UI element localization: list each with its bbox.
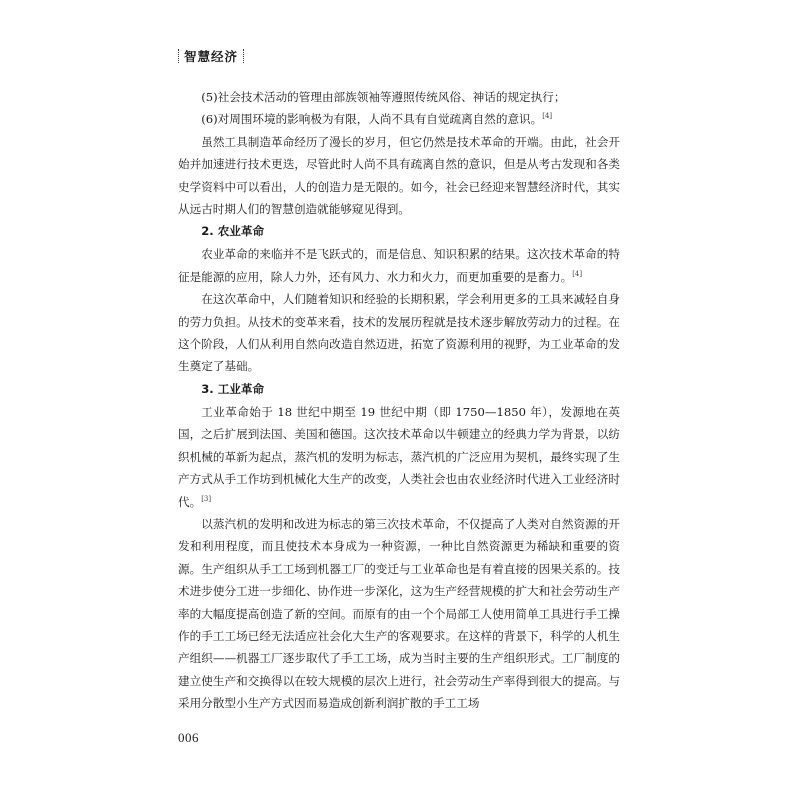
page-number: 006	[178, 730, 199, 745]
running-title: 智慧经济	[184, 49, 239, 64]
citation-ref: [3]	[201, 494, 212, 503]
paragraph-industrial-1: 工业革命始于 18 世纪中期至 19 世纪中期（即 1750—1850 年），发源地在英国，之后扩展到法国、美国和德国。这次技术革命以牛顿建立的经典力学为背景，以纺织机械的革新为起点，蒸汽机的发明为标志，蒸汽机的广泛应用为契机，最终实现了生产方式从手工作坊到机械化大生产的改变，人类社会也由农业经济时代进入工业经济时代。[3]	[178, 404, 620, 509]
citation-ref: [4]	[542, 112, 553, 121]
paragraph-agri-1: 农业革命的来临并不是飞跃式的，而是信息、知识积累的结果。这次技术革命的特征是能源的应用，除人力外，还有风力、水力和火力，而更加重要的是畜力。[4]	[178, 247, 620, 284]
paragraph-tool-revolution: 虽然工具制造革命经历了漫长的岁月，但它仍然是技术革命的开端。由此，社会开始并加速进行技术更迭，尽管此时人尚不具有疏离自然的意识，但是从考古发现和各类史学资料中可以看出，人的创造力是无限的。如今，社会已经迎来智慧经济时代，其实从远古时期人们的智慧创造就能够窥见得到。	[178, 134, 620, 217]
running-header	[178, 47, 244, 65]
section-heading-industrial-revolution: 3. 工业革命	[201, 381, 265, 396]
list-item-6: (6)对周围环境的影响极为有限，人尚不具有自觉疏离自然的意识。[4]	[201, 112, 553, 127]
section-heading-agricultural-revolution: 2. 农业革命	[201, 224, 265, 239]
citation-ref: [4]	[572, 269, 583, 278]
list-item-5: (5)社会技术活动的管理由部族领袖等遵照传统风俗、神话的规定执行；	[201, 90, 566, 104]
header-divider-left	[178, 49, 179, 63]
body-text	[178, 86, 620, 715]
paragraph-industrial-2: 以蒸汽机的发明和改进为标志的第三次技术革命，不仅提高了人类对自然资源的开发和利用程度，而且使技术本身成为一种资源，一种比自然资源更为稀缺和重要的资源。生产组织从手工工场到机器工厂的变迁与工业革命也是有着直接的因果关系的。技术进步使分工进一步细化、协作进一步深化，这为生产经营规模的扩大和社会劳动生产率的大幅度提高创造了新的空间。而原有的由一个个局部工人使用简单工具进行手工操作的手工工场已经无法适应社会化大生产的客观要求。在这样的背景下，科学的人机生产组织——机器工厂逐步取代了手工工场，成为当时主要的生产组织形式。工厂制度的建立使生产和交换得以在较大规模的层次上进行，社会劳动生产率得到很大的提高。与采用分散型小生产方式因而易造成创新利润扩散的手工工场	[178, 516, 620, 711]
paragraph-agri-2: 在这次革命中，人们随着知识和经验的长期积累，学会利用更多的工具来减轻自身的劳力负担。从技术的变革来看，技术的发展历程就是技术逐步解放劳动力的过程。在这个阶段，人们从利用自然向改造自然迈进，拓宽了资源利用的视野，为工业革命的发生奠定了基础。	[178, 292, 620, 374]
header-divider-right	[243, 49, 244, 63]
